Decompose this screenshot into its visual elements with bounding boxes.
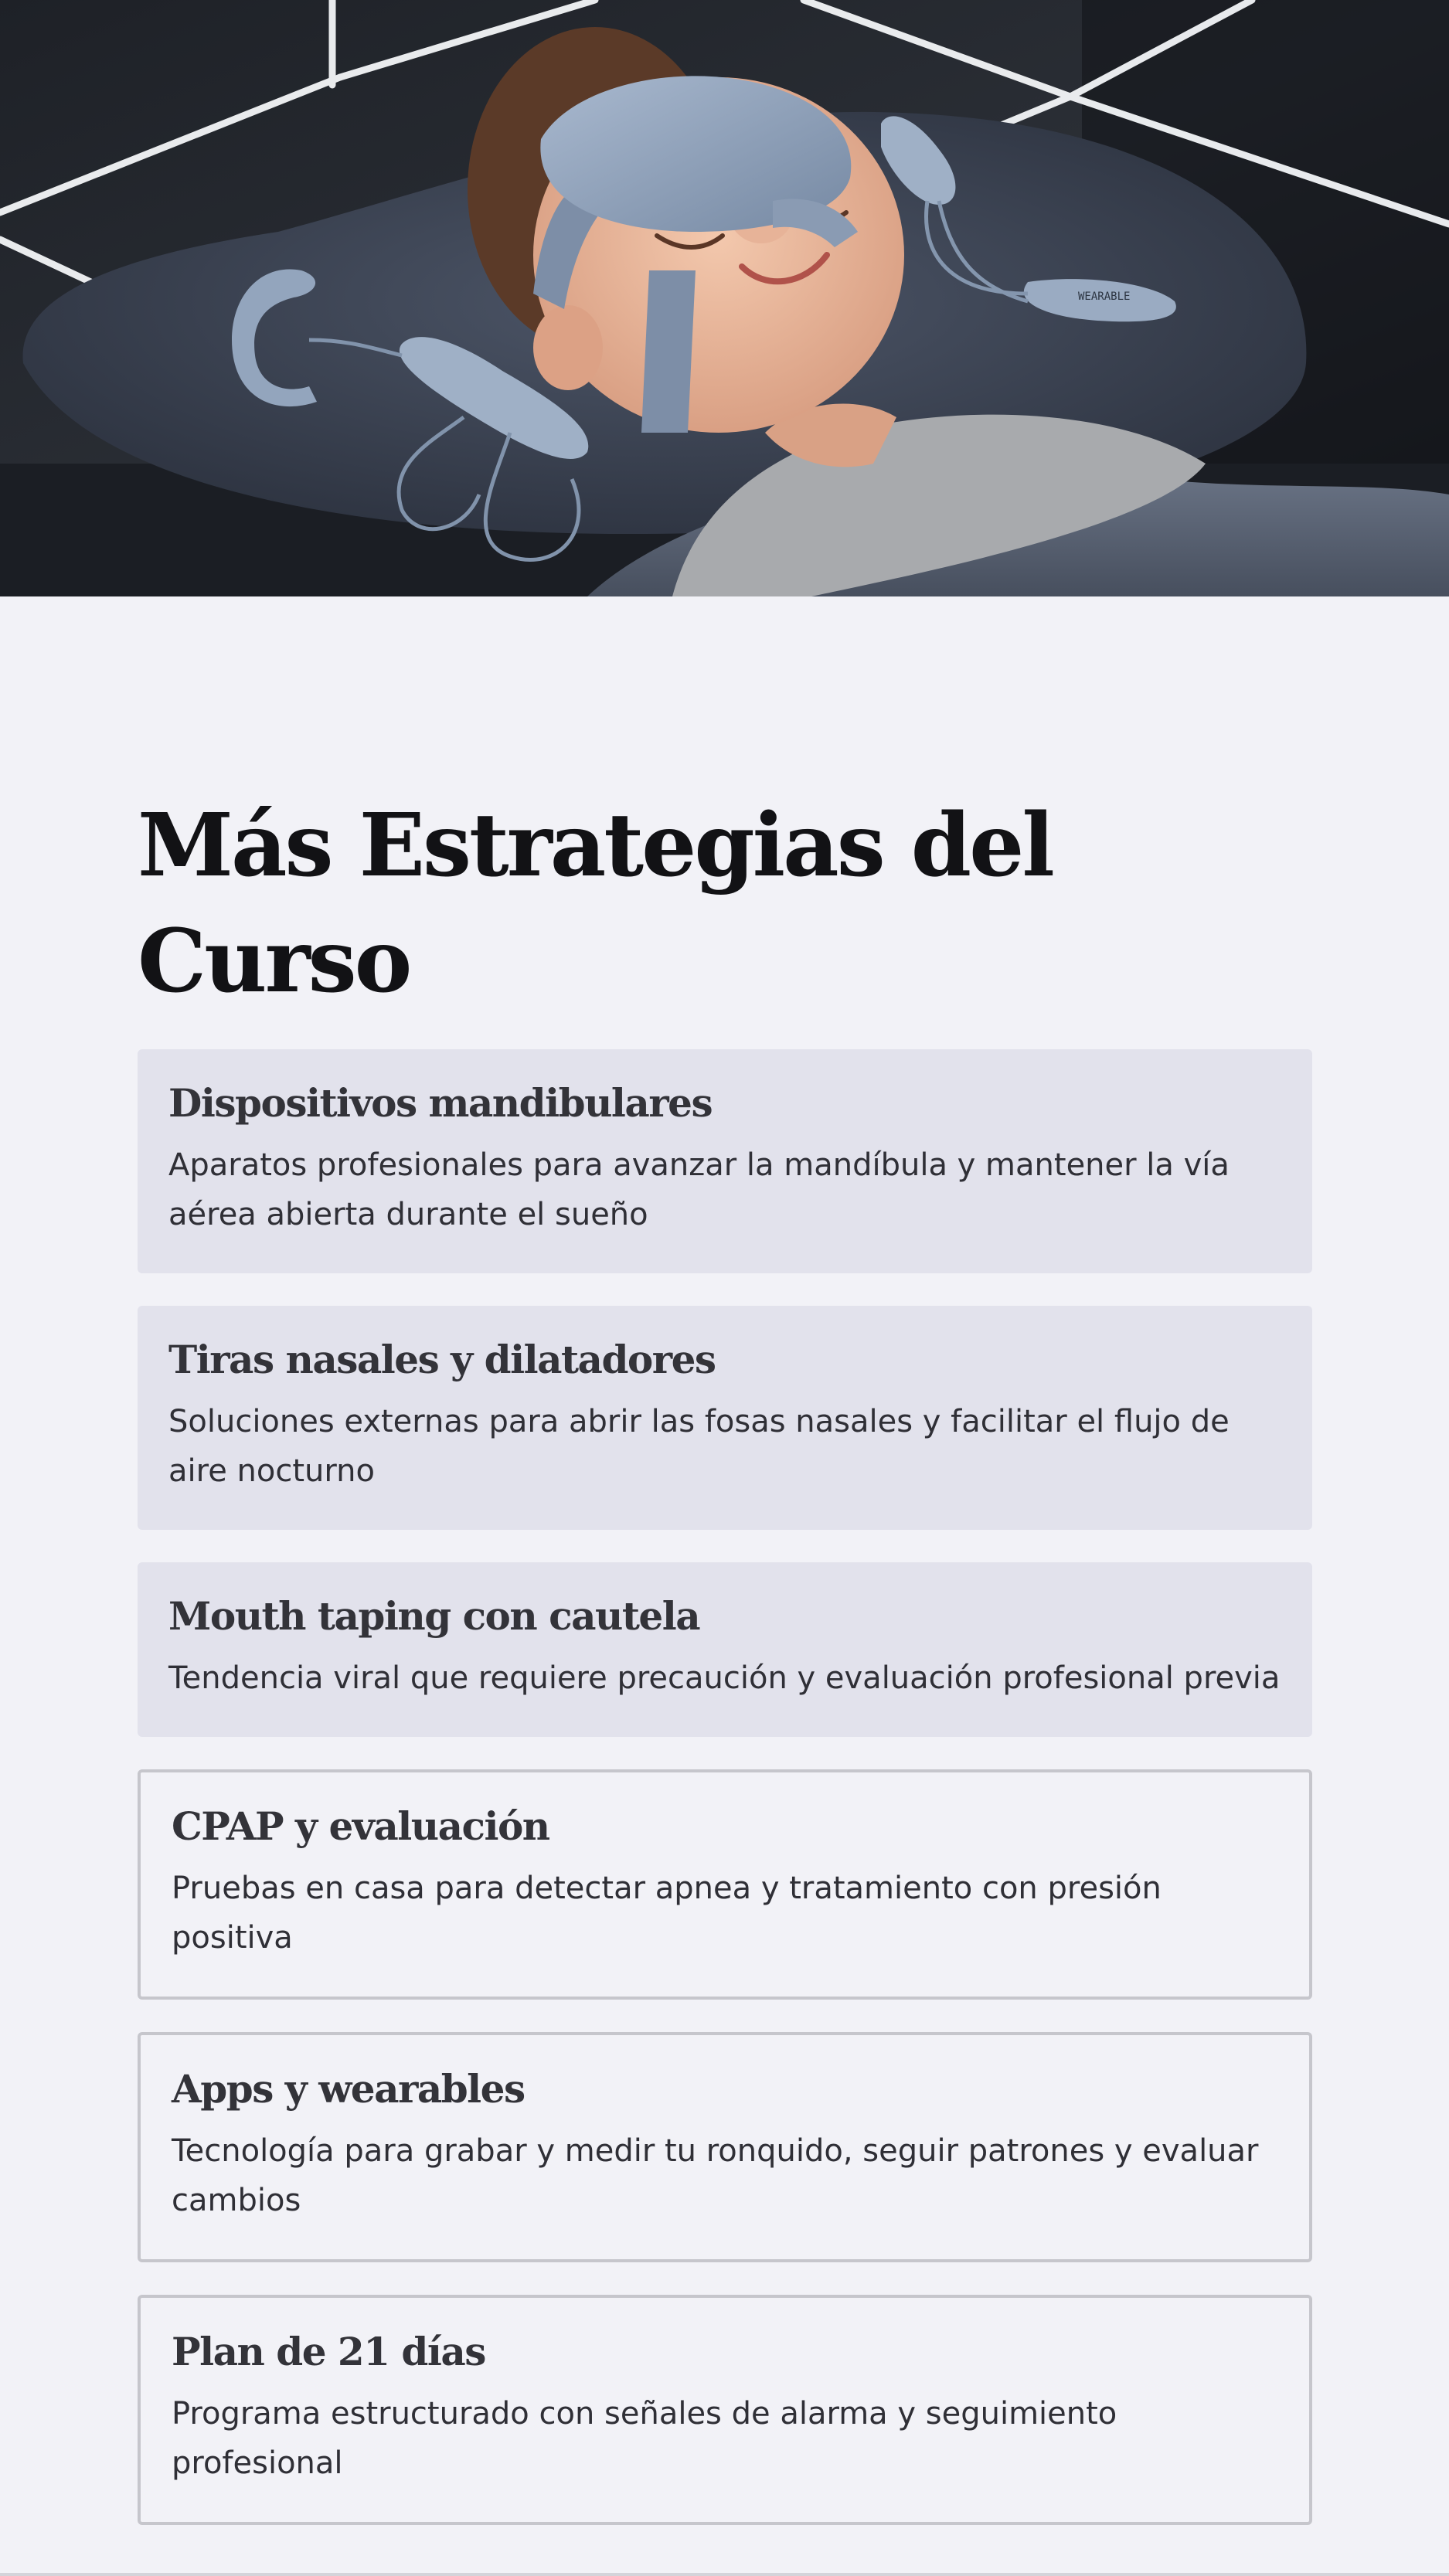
- section-title: Más Estrategias del Curso: [138, 795, 1053, 1012]
- card-title: Tiras nasales y dilatadores: [168, 1337, 716, 1382]
- card-title: Dispositivos mandibulares: [168, 1080, 713, 1126]
- strategy-card: [138, 2032, 1312, 2262]
- device-label: WEARABLE: [1078, 291, 1131, 303]
- card-description: Programa estructurado con señales de alarma y seguimiento profesional: [172, 2396, 1117, 2481]
- strategy-card: [138, 2295, 1312, 2525]
- strategy-card: [138, 1562, 1312, 1737]
- card-description: Aparatos profesionales para avanzar la mandíbula y mantener la vía aérea abierta durante el sueño: [168, 1147, 1230, 1232]
- card-title: Apps y wearables: [172, 2066, 525, 2112]
- strategy-card: [138, 1769, 1312, 2000]
- strategy-card: [138, 1306, 1312, 1530]
- card-description: Tecnología para grabar y medir tu ronquido, seguir patrones y evaluar cambios: [172, 2133, 1259, 2218]
- card-description: Tendencia viral que requiere precaución y evaluación profesional previa: [168, 1660, 1281, 1696]
- strategy-card-list: [138, 1049, 1312, 2525]
- strategy-card: [138, 1049, 1312, 1273]
- sleeping-person-illustration: [0, 0, 1449, 596]
- hero-image: [0, 0, 1449, 596]
- card-title: Plan de 21 días: [172, 2329, 485, 2374]
- card-description: Soluciones externas para abrir las fosas nasales y facilitar el flujo de aire nocturno: [168, 1404, 1230, 1489]
- bottom-divider: [0, 2573, 1449, 2576]
- card-description: Pruebas en casa para detectar apnea y tratamiento con presión positiva: [172, 1871, 1162, 1956]
- card-title: Mouth taping con cautela: [168, 1593, 700, 1639]
- card-title: CPAP y evaluación: [172, 1803, 549, 1849]
- strategies-section: [138, 788, 1312, 2557]
